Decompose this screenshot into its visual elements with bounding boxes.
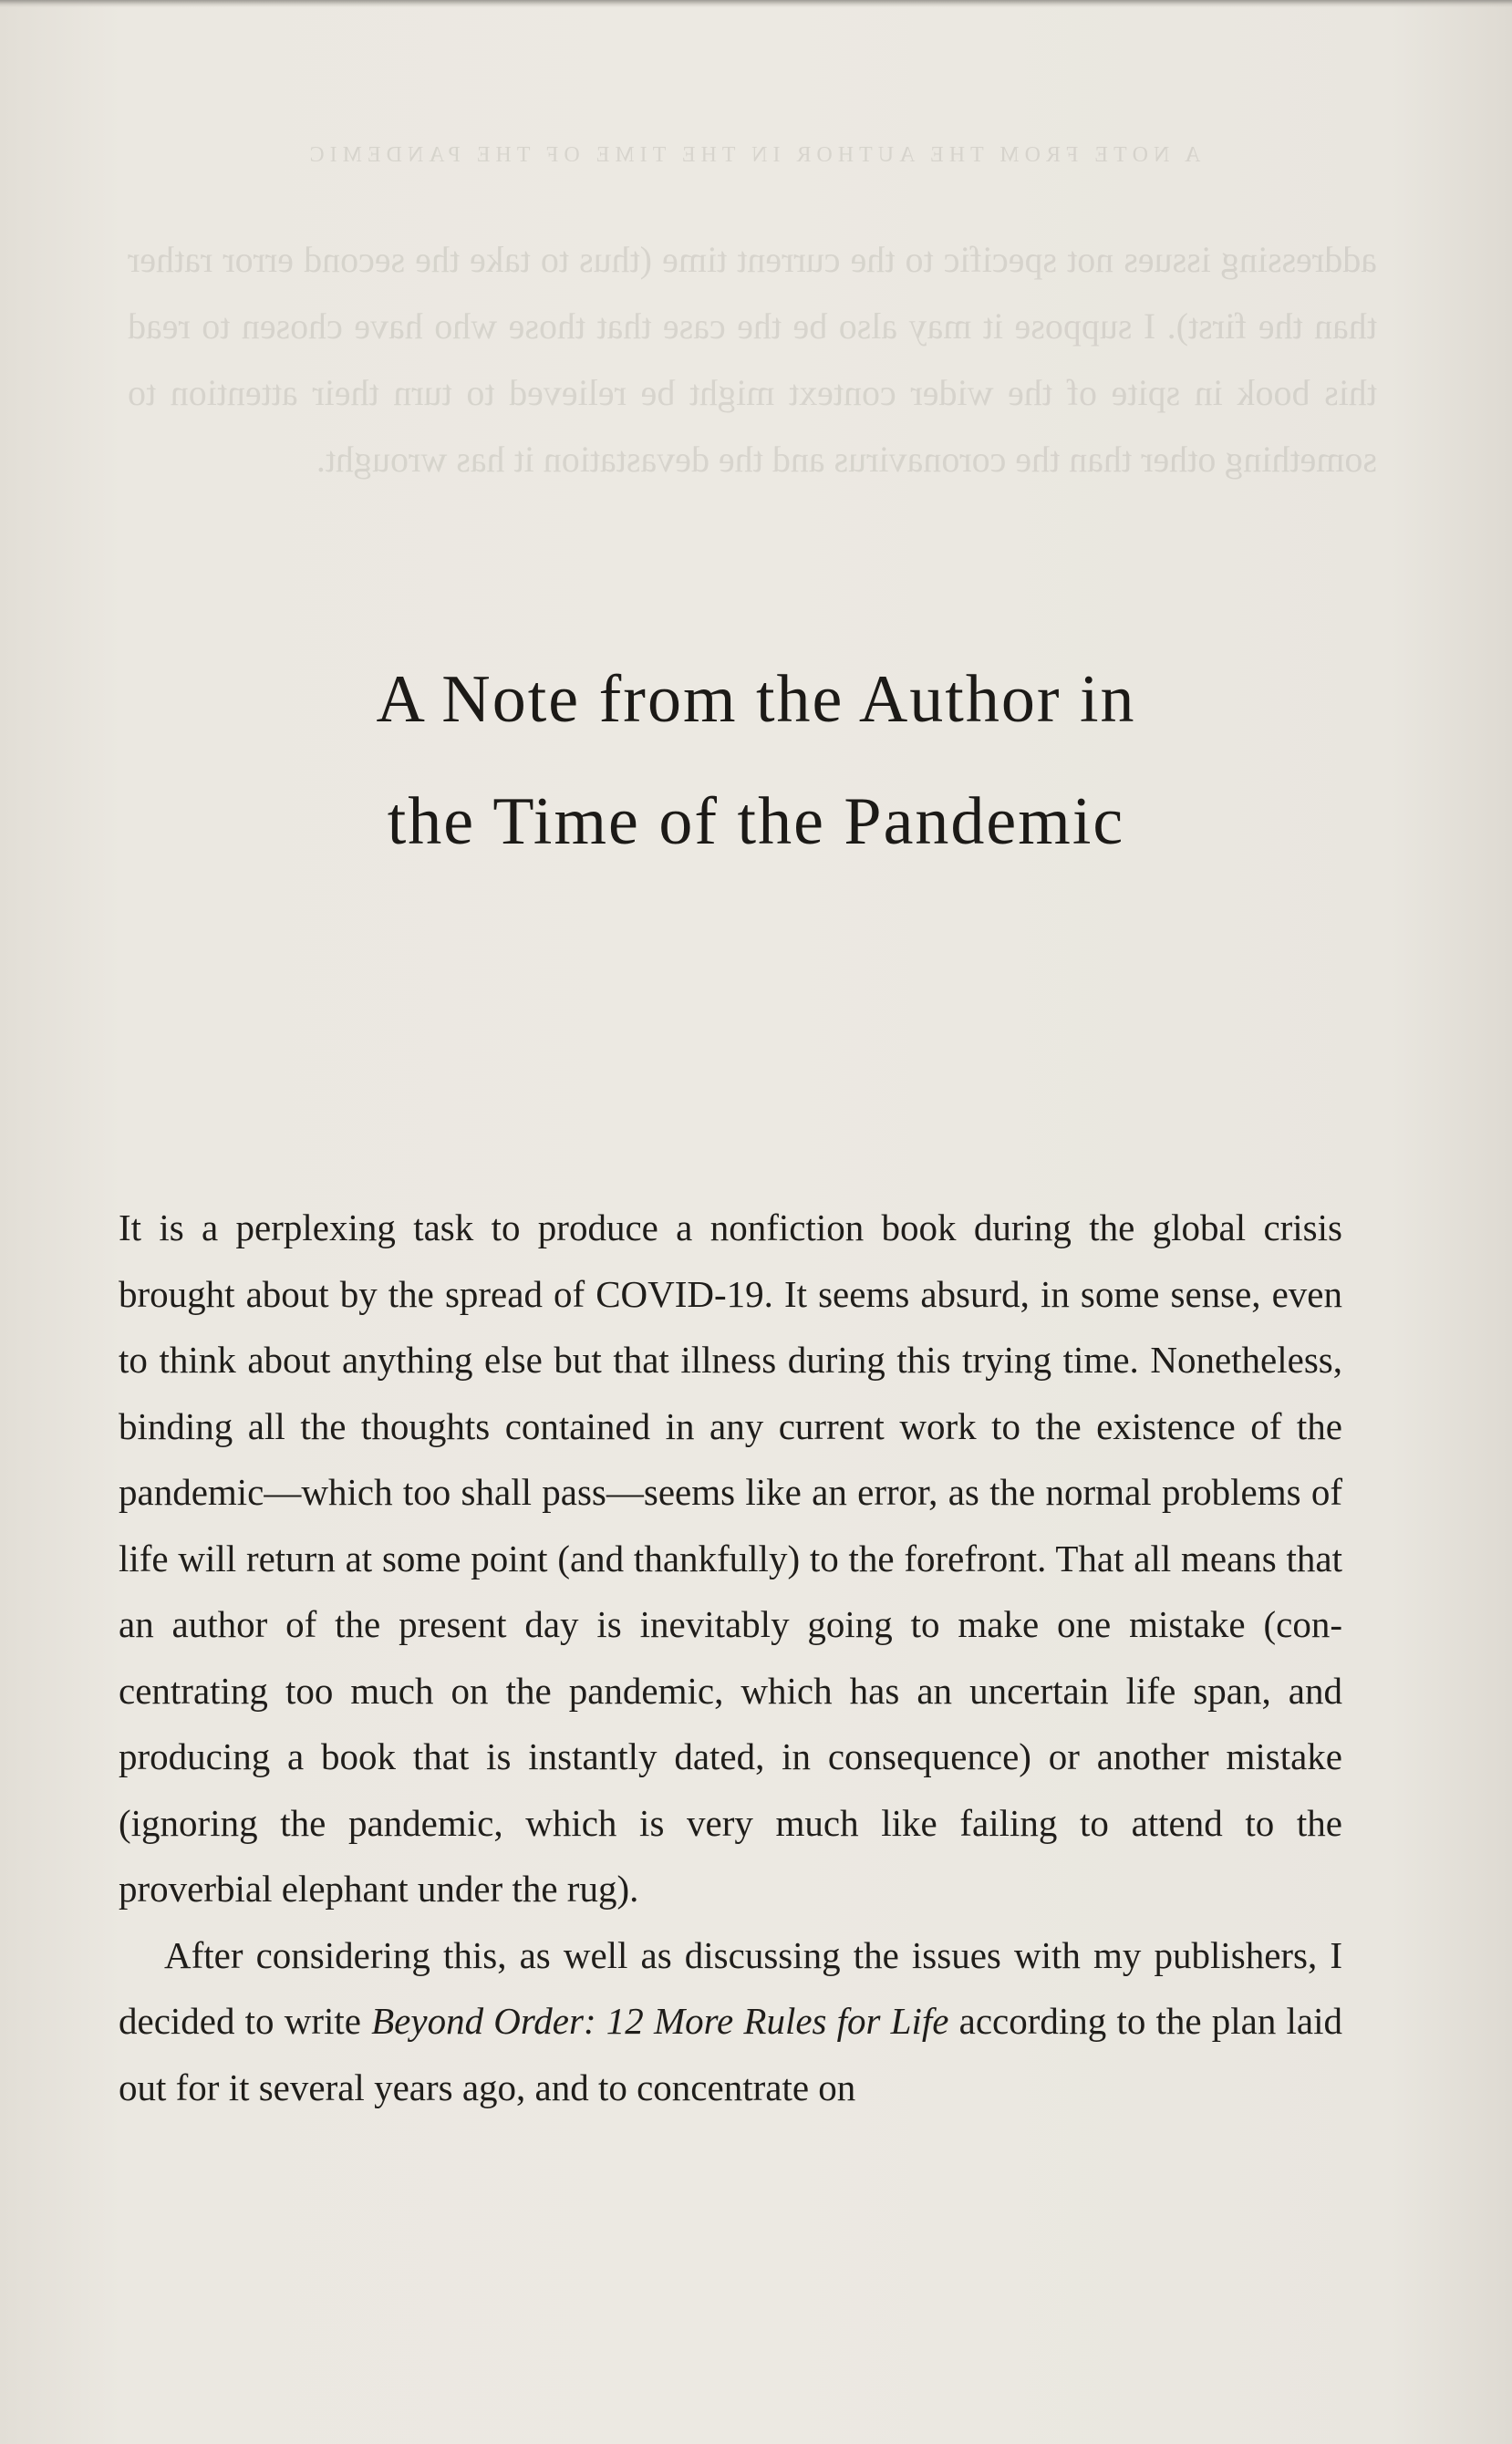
page-top-edge	[0, 0, 1512, 7]
bleed-through-text	[128, 137, 1377, 492]
bleed-through-paragraph: addressing issues not specific to the current time (thus to take the second error rather than the first). I suppose it may also be the case that those who have chosen to read this book in spite of the wider context might be relieved to turn their attention to something other than the coronavirus and the devastation it has wrought.	[128, 239, 1377, 480]
chapter-title-line-1: A Note from the Author in	[376, 662, 1136, 737]
paragraph-2-start: After considering this, as well as discussing the issues with my publishers, I decided to write	[119, 1933, 1342, 2042]
book-title-italic: Beyond Order: 12 More Rules for Life	[371, 2000, 949, 2042]
chapter-title	[0, 638, 1512, 883]
paragraph-2-end: according to the plan laid out for it several years ago, and to concentrate on	[119, 2000, 1343, 2108]
paragraph-2	[119, 1922, 1342, 2121]
body-text	[119, 1195, 1342, 2120]
bleed-through-heading: A NOTE FROM THE AUTHOR IN THE TIME OF THE PANDEMIC	[304, 143, 1201, 167]
chapter-title-line-2: the Time of the Pandemic	[387, 784, 1125, 859]
paragraph-1: It is a perplexing task to produce a nonfiction book during the global crisis brought about by the spread of COVID-19. It seems absurd, in some sense, even to think about anything else but that illness during this trying time. Nonetheless, binding all the thoughts contained in any current work to the existence of the pandemic—which too shall pass—seems like an error, as the normal problems of life will return at some point (and thankfully) to the forefront. That all means that an author of the present day is inevitably going to make one mistake (concentrating too much on the pandemic, which has an uncertain life span, and producing a book that is instantly dated, in consequence) or another mistake (ignoring the pandemic, which is very much like failing to attend to the proverbial elephant under the rug).	[119, 1206, 1342, 1910]
